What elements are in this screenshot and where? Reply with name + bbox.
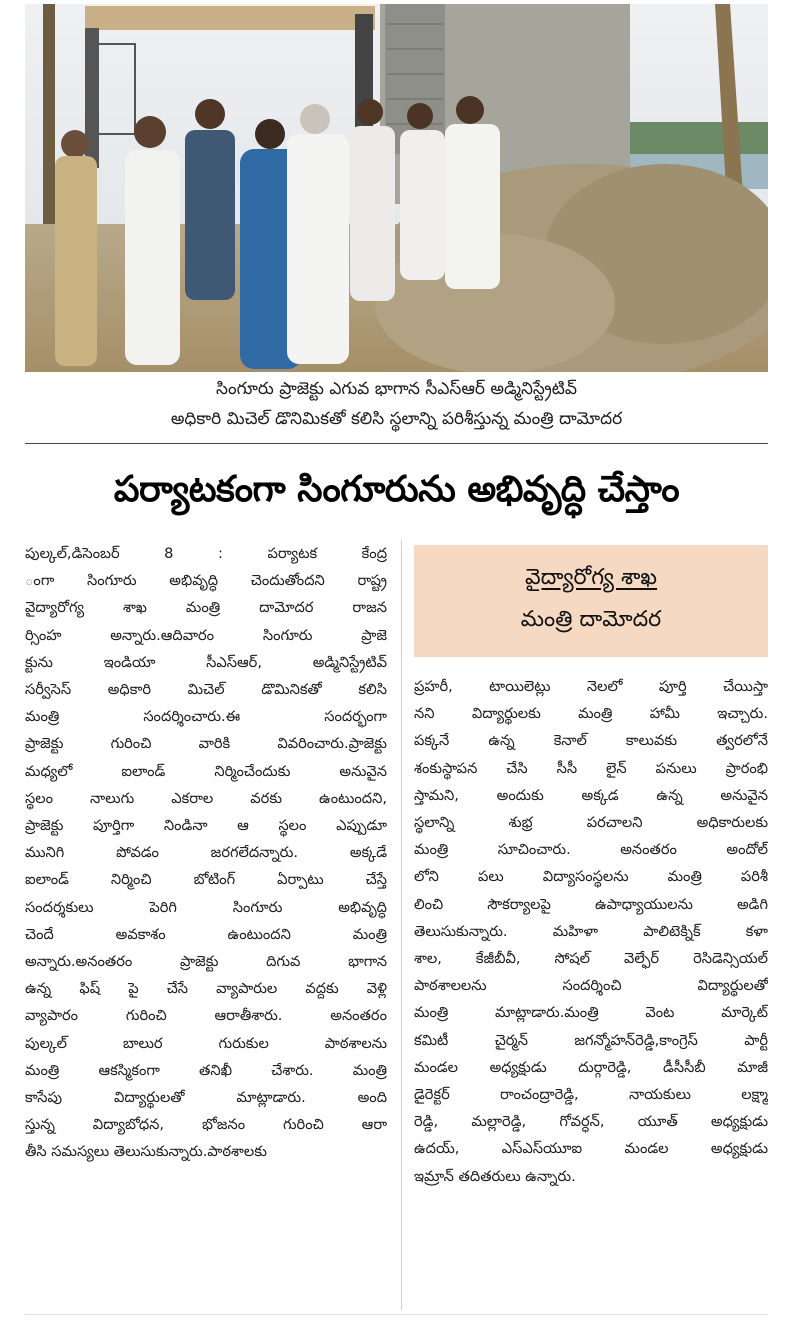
article-line: స్తున్న విద్యాబోధన, భోజనం గురించి ఆరా: [25, 1116, 387, 1134]
article-line: స్థలాన్ని శుభ్ర పరచాలని అధికారులకు: [414, 814, 768, 832]
article-line: మునిగి పోవడం జరగలేదన్నారు. అక్కడే: [25, 844, 387, 862]
article-line: స్థలం నాలుగు ఎకరాల వరకు ఉంటుందని,: [25, 789, 387, 807]
article-line: తెలుసుకున్నారు. మహిళా పాలిటెక్నిక్ కళా: [414, 922, 768, 940]
article-line: మండల అధ్యక్షుడు దుర్గారెడ్డి, డీసీసీబీ మాజీ: [414, 1058, 768, 1076]
article-line: అన్నారు.అనంతరం ప్రాజెక్టు దిగువ భాగాన: [25, 953, 387, 971]
article-line: మంత్రి ఆకస్మికంగా తనిఖీ చేశారు. మంత్రి: [25, 1061, 387, 1079]
caption-divider: [25, 443, 768, 444]
article-line: లించి సౌకర్యాలపై ఉపాధ్యాయులను అడిగి: [414, 895, 768, 913]
bottom-divider: [25, 1314, 768, 1315]
article-line: ప్రాజెక్టు గురించి వారికి వివరించారు.ప్రాజెక్టు: [25, 735, 387, 753]
article-line: పుల్కల్,డిసెంబర్ 8 : పర్యాటక కేంద్ర: [25, 545, 387, 562]
article-line: కమిటీ చైర్మన్ జగన్మోహన్‌రెడ్డి,కాంగ్రెస్ పార్టీ: [414, 1031, 768, 1049]
subhead-line-1: వైద్యారోగ్య శాఖ: [524, 565, 658, 590]
article-line: కాసేపు విద్యార్థులతో మాట్లాడారు. అంది: [25, 1089, 387, 1107]
caption-line-1: సింగూరు ప్రాజెక్టు ఎగువ భాగాన సీఎస్‌ఆర్ అడ్మినిస్ట్రేటివ్: [216, 379, 577, 399]
subhead-box: [414, 545, 768, 657]
article-line: ఇమ్రాన్ తదితరులు ఉన్నారు.: [414, 1167, 576, 1185]
article-line: వైద్యారోగ్య శాఖ మంత్రి దామోదర రాజన: [25, 599, 387, 617]
photo-caption: [25, 374, 768, 440]
article-line: పుల్కల్ బాలుర గురుకుల పాఠశాలను: [25, 1034, 387, 1052]
article-column-left: [25, 540, 387, 1310]
article-line: శాల, కేజీబీవీ, సోషల్ వెల్ఫేర్ రెసిడెన్సియల్: [414, 950, 768, 968]
article-line: రెడ్డి, మల్లారెడ్డి, గోవర్ధన్, యూత్ అధ్యక్షుడు: [414, 1113, 768, 1131]
article-line: మంత్రి మాట్లాడారు.మంత్రి వెంట మార్కెట్: [414, 1004, 768, 1022]
article-line: శంకుస్థాపన చేసి సీసీ లైన్ పనులు ప్రారంభి: [414, 759, 768, 777]
news-photo: [25, 4, 768, 372]
article-line: మధ్యలో ఐలాండ్ నిర్మించేందుకు అనువైన: [25, 762, 387, 780]
article-line: లోని పలు విద్యాసంస్థలను మంత్రి పరిశీ: [414, 868, 768, 886]
article-line: తీసి సమస్యలు తెలుసుకున్నారు.పాఠశాలకు: [25, 1143, 267, 1161]
article-line: సర్వీసెస్ అధికారి మిచెల్ డొమినికతో కలిసి: [25, 681, 387, 699]
article-line: మంత్రి సందర్శించారు.ఈ సందర్భంగా: [25, 708, 387, 726]
article-line: ప్రాజెక్టు పూర్తిగా నిండినా ఆ స్థలం ఎప్పుడూ: [25, 817, 387, 835]
article-line: డైరెక్టర్ రాంచంద్రారెడ్డి, నాయకులు లక్ష్మా: [414, 1086, 768, 1104]
article-line: ర్సింహ అన్నారు.ఆదివారం సింగూరు ప్రాజె: [25, 626, 387, 644]
article-line: ంగా సింగూరు అభివృద్ధి చెందుతోందని రాష్ట్ర: [25, 572, 387, 590]
column-divider: [401, 540, 402, 1310]
article-line: ప్రహరీ, టాయిలెట్లు నెలలో పూర్తి చేయిస్తా: [414, 678, 768, 695]
article-line: సందర్శకులు పెరిగి సింగూరు అభివృద్ధి: [25, 898, 387, 916]
headline: పర్యాటకంగా సింగూరును అభివృద్ధి చేస్తాం: [113, 469, 680, 510]
article-line: మంత్రి సూచించారు. అనంతరం అందోల్: [414, 841, 768, 859]
article-line: చెందే అవకాశం ఉంటుందని మంత్రి: [25, 925, 387, 943]
article-line: ఐలాండ్ నిర్మించి బోటింగ్ ఏర్పాటు చేస్తే: [25, 871, 387, 889]
subhead-line-2: మంత్రి దామోదర: [520, 607, 662, 632]
article-line: నని విద్యార్థులకు మంత్రి హామీ ఇచ్చారు.: [414, 705, 768, 723]
article-line: వ్యాపారం గురించి ఆరాతీశారు. అనంతరం: [25, 1007, 387, 1025]
photo-scene-icon: [25, 4, 768, 372]
article-line: పక్కనే ఉన్న కెనాల్ కాలువకు త్వరలోనే: [414, 732, 768, 750]
article-line: పాఠశాలలను సందర్శించి విద్యార్థులతో: [414, 977, 768, 995]
article-line: స్తామని, అందుకు అక్కడ ఉన్న అనువైన: [414, 786, 768, 804]
article-line: ఉన్న ఫిష్ పై చేసే వ్యాపారుల వద్దకు వెళ్లి: [25, 980, 387, 998]
article-column-right: [414, 673, 768, 1313]
article-line: క్టును ఇండియా సీఎస్‌ఆర్, అడ్మినిస్ట్రేటివ్: [25, 653, 387, 671]
caption-line-2: అధికారి మిచెల్ డొనిమికతో కలిసి స్థలాన్ని పరిశీస్తున్న మంత్రి దామోదర: [170, 409, 623, 429]
article-line: ఉదయ్, ఎస్ఎస్‌యూఐ మండల అధ్యక్షుడు: [414, 1140, 768, 1158]
